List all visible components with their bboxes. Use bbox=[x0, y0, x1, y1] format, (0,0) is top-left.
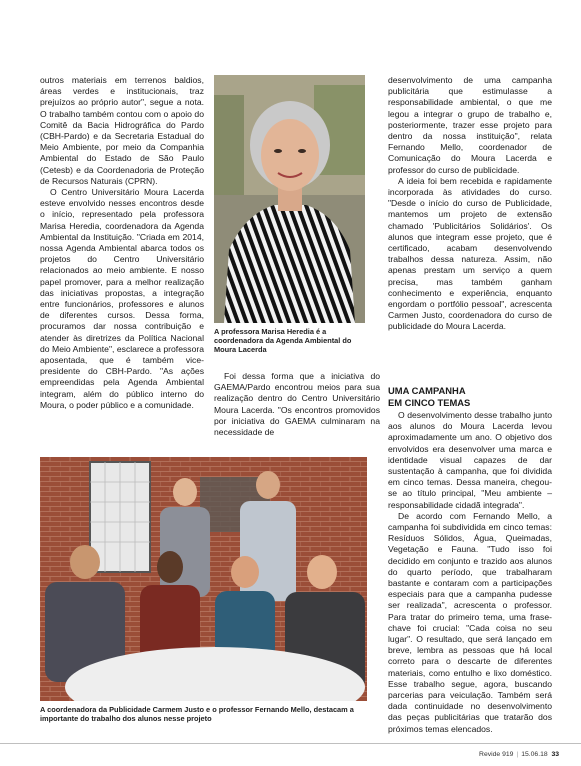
footer-info bbox=[479, 751, 559, 758]
subheading-line-2: EM CINCO TEMAS bbox=[388, 396, 471, 408]
paragraph: O desenvolvimento desse trabalho junto aos alunos do Moura Lacerda levou aproximadamente um ano. O objetivo dos envolvidos era desenvolver uma marca e identidade visual capazes de dar sustentação à campanha, que foi dividida em cinco temas. Dessa maneira, chegou-se ao título principal, "Meu ambiente – responsabilidade cidadã integrada". bbox=[388, 410, 552, 510]
page-number: 33 bbox=[551, 751, 559, 758]
paragraph: A ideia foi bem recebida e rapidamente incorporada às atividades do curso. "Desde o início do curso de Publicidade, mantemos um projeto de extensão chamado 'Publicitários Solidários'. Os alunos que integram esse projeto, que é certificado, acabam desenvolvendo trabalhos dessa natureza. Assim, não apenas prestam um serviço a quem precisa, mas também ganham conhecimento e experiência, enquanto engordam o portfólio pessoal", acrescenta Carmen Justo, coordenadora do curso de publicidade do Moura Lacerda. bbox=[388, 175, 552, 332]
paragraph: desenvolvimento de uma campanha publicitária que estimulasse a responsabilidade ambiental, o que me legou a integrar o grupo de trabalho e, posteriormente, trazer esse projeto para dentro da nossa instituição", relata Fernando Mello, coordenador de Comunicação do Moura Lacerda e professor do curso de publicidade. bbox=[388, 75, 552, 175]
paragraph: O Centro Universitário Moura Lacerda esteve envolvido nesses encontros desde o início, representado pela professora Marisa Heredia, coordenadora da Agenda Ambiental da Instituição. "Criada em 2014, nossa Agenda Ambiental abarca todos os projetos do Centro Universitário relacionados ao meio ambiente. E nosso papel promover, para a melhor realização das iniciativas propostas, a integração entre funcionários, professores e alunos de diferentes cursos. Dessa forma, procuramos dar nossa contribuição e atender às diretrizes da Política Nacional do Meio Ambiente", esclarece a professora aposentada, que é também vice-presidente do CBH-Pardo. "As ações empreendidas pela Agenda Ambiental integram, além do público interno do Moura, o poder público e a comunidade. bbox=[40, 187, 204, 410]
issue-date: 15.06.18 bbox=[521, 751, 548, 758]
article-column-3-section bbox=[388, 373, 552, 735]
footer-separator: | bbox=[516, 751, 519, 758]
paragraph: Foi dessa forma que a iniciativa do GAEMA/Pardo encontrou meios para sua realização dentro do Centro Universitário Moura Lacerda. "Os encontros promovidos por iniciativa do GAEMA culminaram na necessidade de bbox=[214, 371, 380, 438]
page-top-margin bbox=[0, 0, 581, 38]
group-photo-caption: A coordenadora da Publicidade Carmem Justo e o professor Fernando Mello, destacam a importante do trabalho dos alunos nesse projeto bbox=[40, 705, 354, 723]
article-column-1 bbox=[40, 75, 204, 411]
group-photo-students-professors bbox=[40, 457, 367, 701]
portrait-photo-marisa-heredia bbox=[214, 75, 365, 323]
subheading-line-1: UMA CAMPANHA bbox=[388, 385, 466, 396]
section-subheading bbox=[388, 385, 552, 408]
portrait-caption: A professora Marisa Heredia é a coordenadora da Agenda Ambiental do Moura Lacerda bbox=[214, 327, 352, 354]
article-column-3 bbox=[388, 75, 552, 333]
magazine-issue: Revide 919 bbox=[479, 751, 514, 758]
paragraph: outros materiais em terrenos baldios, áreas verdes e institucionais, traz prejuízos ao próprio autor", segue a nota. O trabalho também contou com o apoio do Comitê da Bacia Hidrográfica do Pardo (CBH-Pardo) e da Secretaria Estadual do Meio Ambiente, por meio da Companhia Ambiental do Estado de São Paulo (Cetesb) e da Coordenadoria de Proteção de Recursos Naturais (CPRN). bbox=[40, 75, 204, 186]
paragraph: De acordo com Fernando Mello, a campanha foi subdividida em cinco temas: Resíduos Sólidos, Água, Queimadas, Vegetação e Fauna. "Tudo isso foi decidido em conjunto e trazido aos alunos do quarto período, que trabalharam bastante e contaram com a participações especiais para que a campanha pudesse ser realizada", acrescenta o professor. Para tratar do primeiro tema, uma frase-chave foi crucial: "Cada coisa no seu lugar". O resultado, que será lançado em breve, lembra as pessoas que há local correto para o descarte de diferentes materiais, como entulho e lixo doméstico. Esse trabalho segue, agora, buscando parcerias para veiculação. Também será dada continuidade no desenvolvimento das peças publicitárias que tratarão dos próximos temas elencados. bbox=[388, 510, 552, 734]
page-footer bbox=[0, 743, 581, 766]
article-column-2 bbox=[214, 371, 380, 438]
